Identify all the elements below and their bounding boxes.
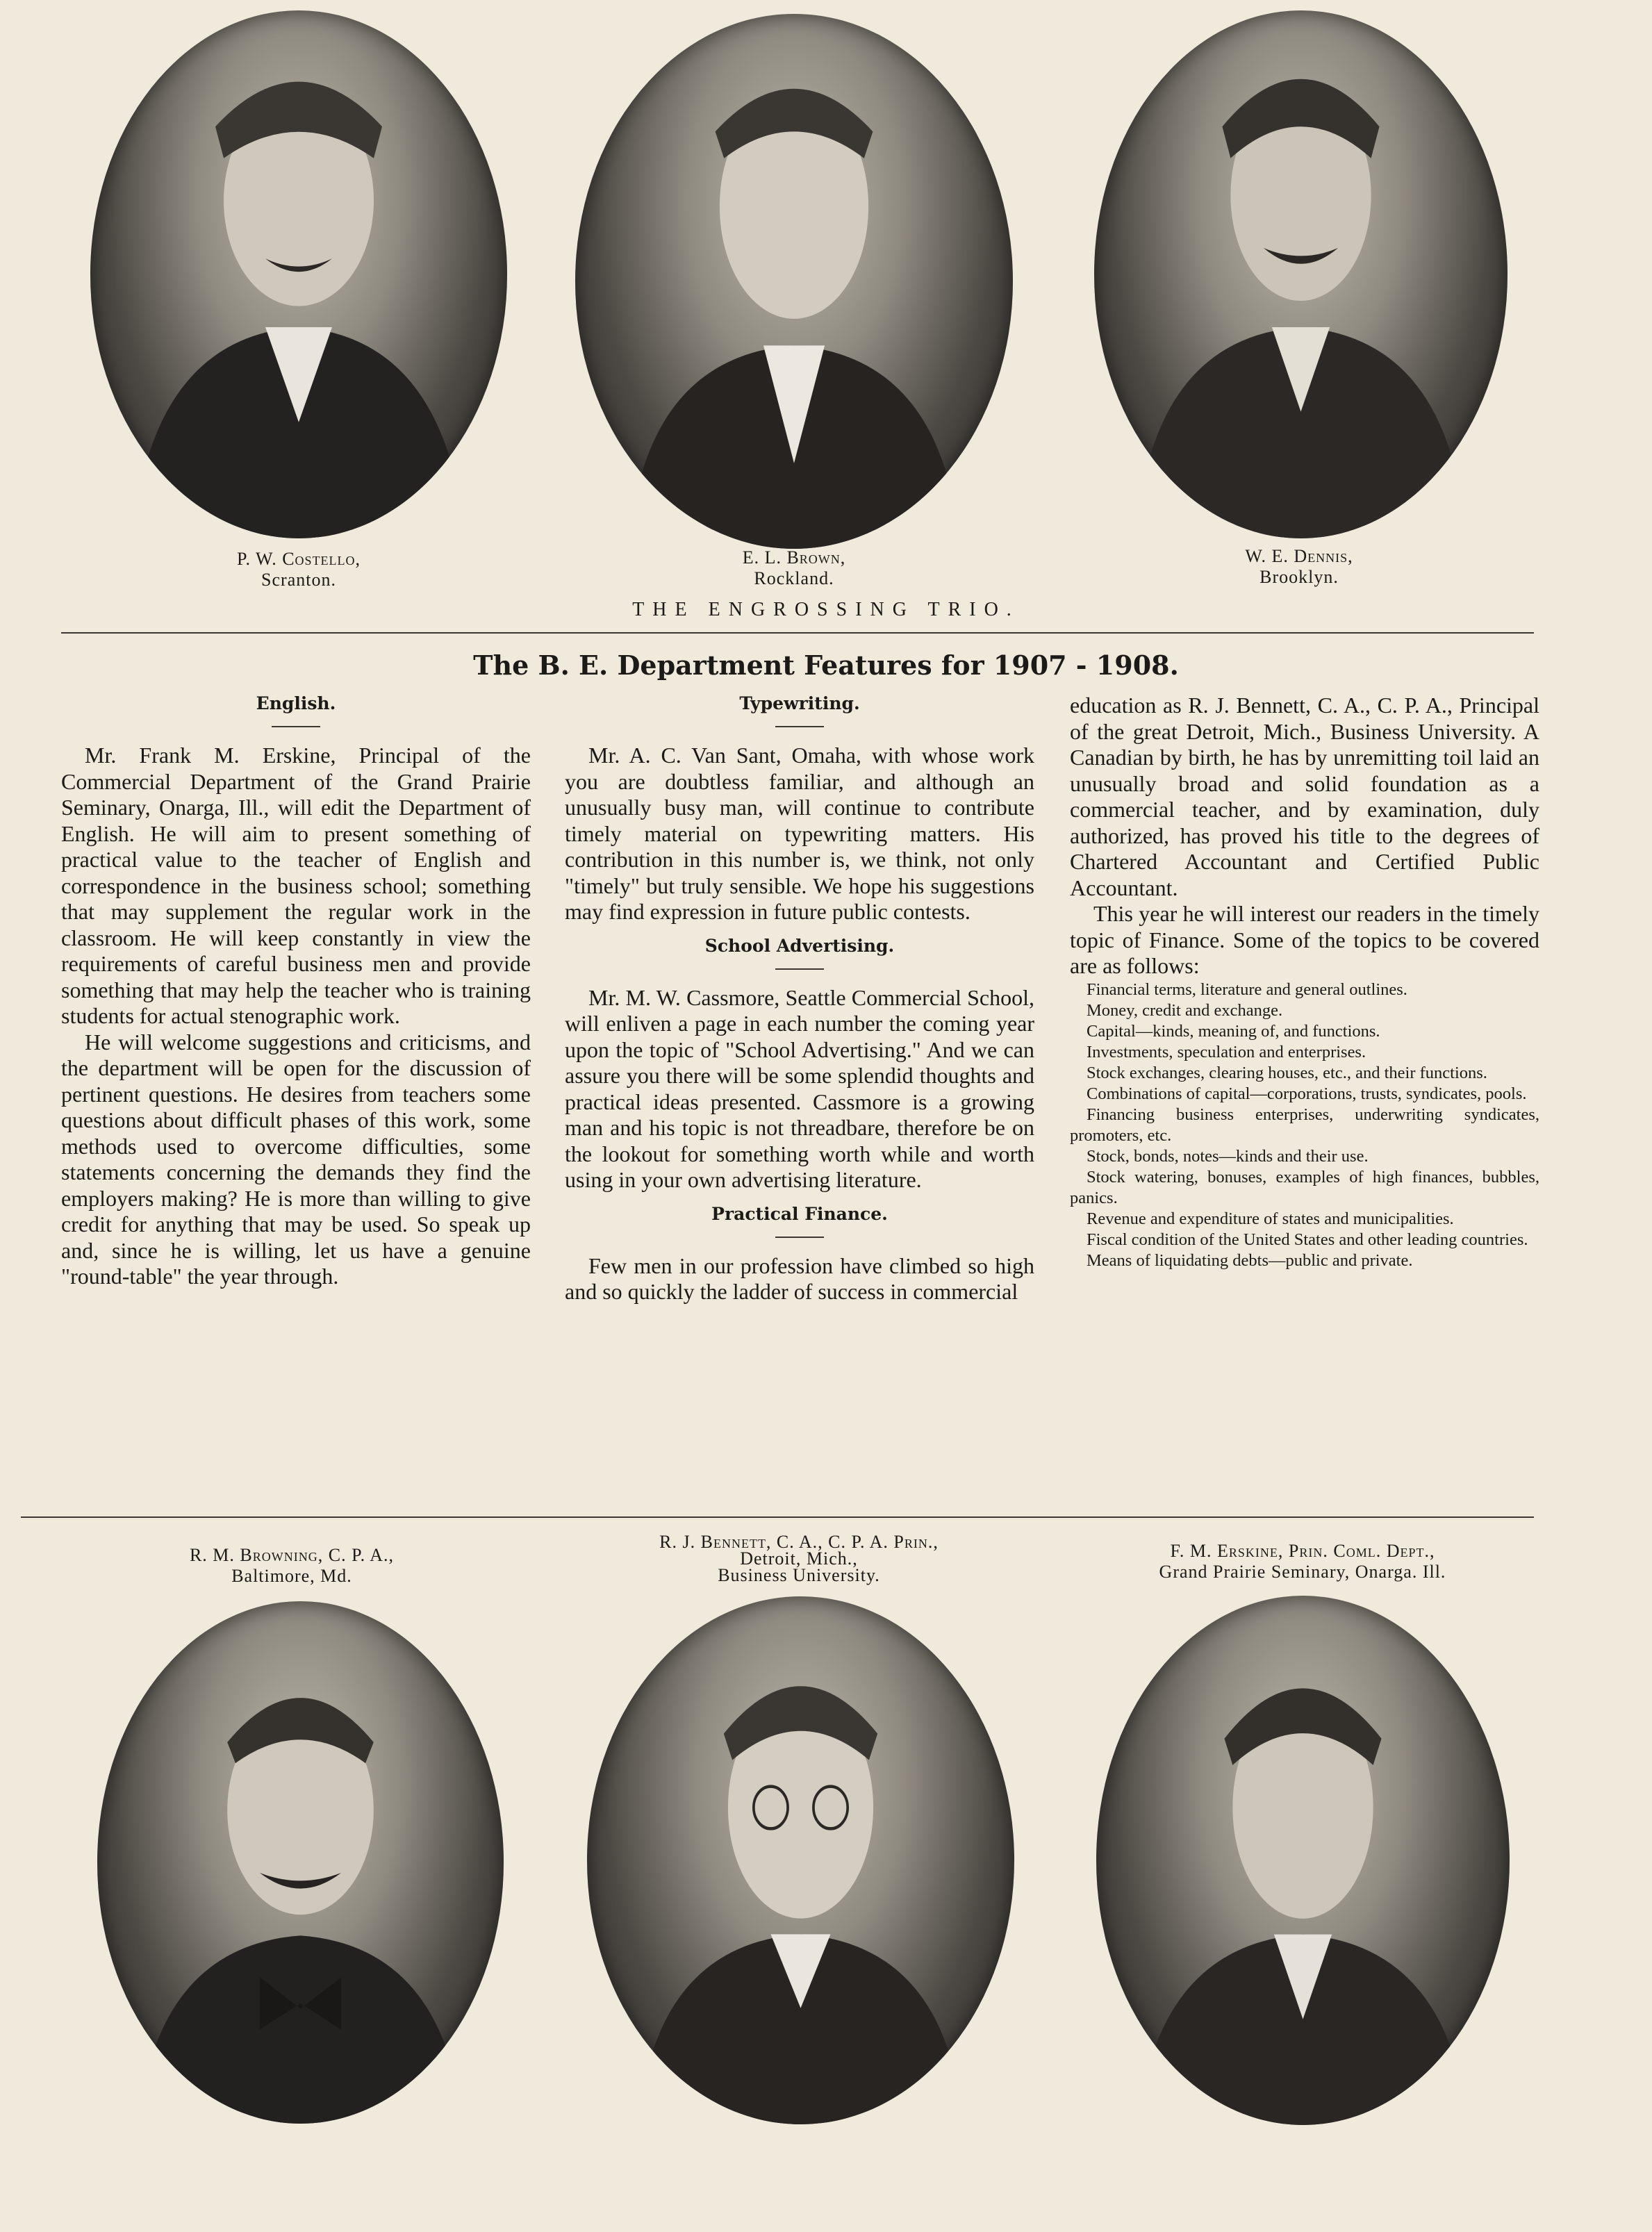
topic-item: Investments, speculation and enterprises. — [1087, 1042, 1366, 1061]
caption-bennett-line1: R. J. Bennett, C. A., C. P. A. Prin., — [659, 1532, 939, 1552]
caption-dennis-place: Brooklyn. — [1259, 567, 1339, 587]
heading-practical-finance: Practical Finance. — [711, 1203, 888, 1224]
topic-item: Stock, bonds, notes—kinds and their use. — [1087, 1146, 1369, 1166]
top-divider — [61, 632, 1534, 634]
heading-practical-finance-rule — [775, 1237, 824, 1238]
topic-item: Financial terms, literature and general outlines. — [1087, 979, 1407, 999]
topic-item: Revenue and expenditure of states and municipalities. — [1087, 1209, 1454, 1228]
topic-item: Means of liquidating debts—public and private. — [1087, 1250, 1413, 1270]
bottom-divider — [21, 1516, 1534, 1518]
caption-bennett-line3: Business University. — [718, 1565, 880, 1585]
portrait-erskine-figure — [1096, 1596, 1510, 2125]
portrait-bennett-figure — [587, 1596, 1014, 2124]
topic-item: Fiscal condition of the United States and other leading countries. — [1087, 1230, 1528, 1249]
caption-browning — [111, 1545, 472, 1587]
portrait-dennis — [1094, 10, 1508, 538]
finance-topics-list — [1070, 979, 1539, 1271]
caption-costello-name: P. W. Costello, — [236, 549, 361, 569]
english-paragraph-2: He will welcome suggestions and criticisms, and the department will be open for the discussion of pertinent questions. He desires from teachers some questions about difficult phases of this work, some methods used to overcome difficulties, some statements concerning the demands they find the employers making? He is more than willing to give credit for anything that may be used. So speak up and, since he is willing, let us have a genuine "round-table" the year through. — [61, 1029, 531, 1289]
portrait-browning-figure — [97, 1601, 504, 2124]
topic-item: Combinations of capital—corporations, trusts, syndicates, pools. — [1087, 1084, 1527, 1103]
portrait-brown — [575, 14, 1013, 549]
caption-costello-place: Scranton. — [261, 570, 336, 590]
caption-bennett-line2: Detroit, Mich., — [740, 1548, 858, 1569]
school-advertising-paragraph: Mr. M. W. Cassmore, Seattle Commercial School, will enliven a page in each number the coming year upon the topic of "School Advertising." And we can assure you there will be some splendid thoughts and practical ideas presented. Cassmore is a growing man and his topic is not threadbare, therefore be on the lookout for something worth while and worth using in your own advertising literature. — [565, 984, 1034, 1192]
caption-erskine — [1084, 1541, 1521, 1582]
topic-item: Stock exchanges, clearing houses, etc., and their functions. — [1087, 1063, 1487, 1082]
caption-erskine-line1: F. M. Erskine, Prin. Coml. Dept., — [1170, 1541, 1435, 1561]
caption-costello — [160, 549, 438, 590]
portrait-dennis-figure — [1094, 10, 1508, 538]
caption-erskine-line2: Grand Prairie Seminary, Onarga. Ill. — [1159, 1562, 1446, 1582]
typewriting-paragraph: Mr. A. C. Van Sant, Omaha, with whose work you are doubtless familiar, and although an unusually busy man, will continue to contribute timely material on typewriting matters. His contribution in this number is, we think, not only "timely" but truly sensible. We hope his suggestions may find expression in future public contests. — [565, 743, 1034, 924]
heading-typewriting: Typewriting. — [739, 693, 860, 713]
portrait-bennett — [587, 1596, 1014, 2124]
portrait-erskine — [1096, 1596, 1510, 2125]
topic-item: Money, credit and exchange. — [1087, 1000, 1283, 1020]
column-english — [61, 690, 531, 1290]
caption-brown-name: E. L. Brown, — [742, 547, 846, 568]
column-middle — [565, 690, 1034, 1305]
finance-paragraph-2: This year he will interest our readers in the timely topic of Finance. Some of the topics to be covered are as follows: — [1070, 901, 1539, 978]
portrait-costello-figure — [90, 10, 507, 538]
trio-caption: THE ENGROSSING TRIO. — [632, 599, 1020, 620]
column-finance-continued — [1070, 693, 1539, 1271]
portrait-brown-figure — [575, 14, 1013, 549]
caption-dennis — [1167, 546, 1431, 588]
caption-brown-place: Rockland. — [754, 568, 834, 588]
caption-bennett — [577, 1534, 1021, 1584]
topic-item: Financing business enterprises, underwriting syndicates, promoters, etc. — [1070, 1105, 1539, 1145]
caption-dennis-name: W. E. Dennis, — [1245, 546, 1353, 566]
caption-browning-line2: Baltimore, Md. — [231, 1566, 352, 1586]
english-paragraph-1: Mr. Frank M. Erskine, Principal of the Commercial Department of the Grand Prairie Seminary, Onarga, Ill., will edit the Department of English. He will aim to present something of practical value to the teacher of English and correspondence in the business school; something that may supplement the regular work in the classroom. He will keep constantly in view the requirements of careful business men and provide something that may help the teacher who is training students for actual stenographic work. — [61, 743, 531, 1028]
topic-item: Stock watering, bonuses, examples of high finances, bubbles, panics. — [1070, 1167, 1539, 1207]
heading-typewriting-rule — [775, 726, 824, 727]
caption-brown — [662, 547, 926, 589]
finance-paragraph-1: education as R. J. Bennett, C. A., C. P. A., Principal of the great Detroit, Mich., Business University. A Canadian by birth, he has by unremitting toil laid an unusually broad and solid foundation as a commercial teacher, and by examination, duly authorized, has proved his title to the degrees of Chartered Accountant and Certified Public Accountant. — [1070, 693, 1539, 900]
practical-finance-paragraph: Few men in our profession have climbed so high and so quickly the ladder of success in commercial — [565, 1253, 1034, 1304]
heading-english-rule — [272, 726, 320, 727]
caption-browning-line1: R. M. Browning, C. P. A., — [189, 1545, 395, 1565]
heading-english: English. — [256, 693, 336, 713]
page-title: The B. E. Department Features for 1907 - 1908. — [473, 650, 1179, 681]
heading-school-advertising-rule — [775, 968, 824, 970]
portrait-browning — [97, 1601, 504, 2124]
portrait-costello — [90, 10, 507, 538]
topic-item: Capital—kinds, meaning of, and functions. — [1087, 1021, 1380, 1041]
heading-school-advertising: School Advertising. — [704, 935, 895, 956]
